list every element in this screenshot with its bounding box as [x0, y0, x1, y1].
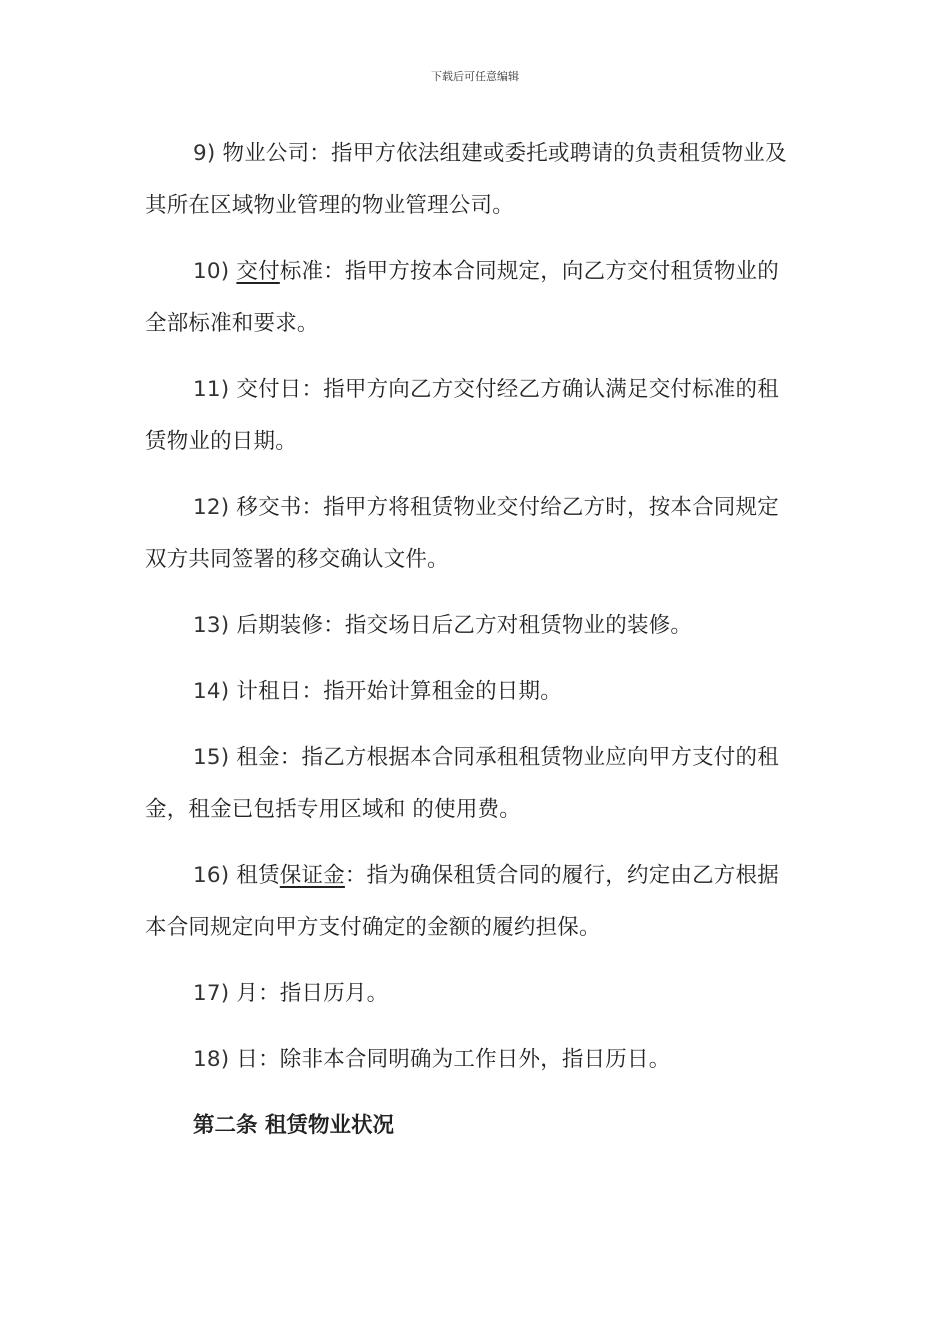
item-text: 计租日：指开始计算租金的日期。 — [229, 679, 562, 704]
item-number: 9) — [193, 141, 216, 166]
item-text-continued: 标准：指甲方按本合同规定，向乙方交付租赁物业的全部标准和要求。 — [145, 259, 779, 336]
item-text: 日：除非本合同明确为工作日外，指日历日。 — [229, 1047, 671, 1072]
item-text: 月：指日历月。 — [229, 981, 389, 1006]
definition-item-16 — [145, 850, 800, 954]
item-text: 租赁 — [229, 863, 280, 888]
definition-item-13 — [145, 600, 800, 652]
item-number: 11) — [193, 377, 230, 402]
item-text: 物业公司：指甲方依法组建或委托或聘请的负责租赁物业及其所在区域物业管理的物业管理公司。 — [145, 141, 787, 218]
item-text-continued: ：指为确保租赁合同的履行，约定由乙方根据本合同规定向甲方支付确定的金额的履约担保。 — [145, 863, 779, 940]
definition-item-10 — [145, 246, 800, 350]
item-number: 13) — [193, 613, 230, 638]
document-body — [145, 128, 800, 1152]
section-heading: 第二条 租赁物业状况 — [193, 1113, 394, 1138]
underlined-term: 保证金 — [279, 863, 345, 888]
item-number: 15) — [193, 745, 230, 770]
definition-item-17 — [145, 968, 800, 1020]
item-number: 10) — [193, 259, 230, 284]
item-number: 18) — [193, 1047, 230, 1072]
definition-item-9 — [145, 128, 800, 232]
definition-item-18 — [145, 1034, 800, 1086]
definition-item-11 — [145, 364, 800, 468]
item-number: 14) — [193, 679, 230, 704]
definition-item-14 — [145, 666, 800, 718]
item-number: 16) — [193, 863, 230, 888]
page-header: 下载后可任意编辑 — [431, 70, 519, 83]
underlined-term: 交付 — [236, 259, 280, 284]
definition-item-15 — [145, 732, 800, 836]
item-number: 12) — [193, 495, 230, 520]
item-text: 移交书：指甲方将租赁物业交付给乙方时，按本合同规定双方共同签署的移交确认文件。 — [145, 495, 779, 572]
item-text: 租金：指乙方根据本合同承租租赁物业应向甲方支付的租金，租金已包括专用区域和 的使用费。 — [145, 745, 779, 822]
definition-item-12 — [145, 482, 800, 586]
item-text: 后期装修：指交场日后乙方对租赁物业的装修。 — [229, 613, 693, 638]
item-text: 交付日：指甲方向乙方交付经乙方确认满足交付标准的租赁物业的日期。 — [145, 377, 779, 454]
item-number: 17) — [193, 981, 230, 1006]
